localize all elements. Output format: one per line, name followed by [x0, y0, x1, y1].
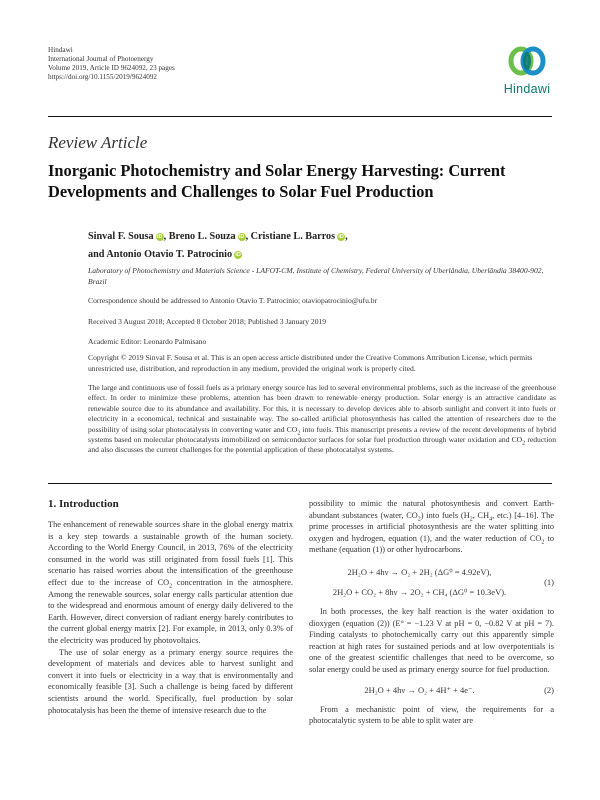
hindawi-logo: [496, 46, 558, 96]
doi-link[interactable]: https://doi.org/10.1155/2019/9624092: [48, 73, 158, 81]
paragraph: The use of solar energy as a primary energy source requires the development of materials and devices able to harvest sunlight and convert it into fuels or electricity in a way that is environmentally and economically feasible [3]. Such a challenge is being faced by different scientists around the world. Specifically, fuel production by solar photocatalysis has been the theme of intensive research due to the: [48, 647, 293, 715]
article-type: Review Article: [48, 133, 148, 152]
paragraph: [48, 519, 293, 647]
subscript: 2: [169, 583, 173, 590]
author-name[interactable]: Sinval F. Sousa: [88, 231, 154, 242]
subscript: 2: [522, 440, 526, 447]
author-separator: ,: [345, 231, 348, 242]
subscript: 2: [297, 430, 301, 437]
orcid-icon[interactable]: iD: [156, 234, 163, 240]
header-divider: [48, 116, 552, 117]
publisher-name: Hindawi: [48, 46, 73, 54]
journal-info: [48, 46, 175, 82]
abstract-text: The large and continuous use of fossil fuels as a primary energy source has led to several environmental problems, such as the increase of the greenhouse effect. In order to minimize these problems, attention has been drawn to renewable energy production. Solar energy is an attractive candidate as renewable source due to its abundance and availability. For this, it is necessary to develop devices able to absorb sunlight and convert it into fuels or electricity in a economical, technical and sustainable way. The so-called artificial photosynthesis has called the attention of researchers due to the possibility of using solar photocatalysts in converting water and CO: [88, 383, 556, 434]
logo-text: Hindawi: [503, 82, 551, 96]
academic-editor: Academic Editor: Leonardo Palmisano: [88, 337, 207, 346]
author-name[interactable]: Antonio Otavio T. Patrocinio: [106, 249, 233, 260]
author-separator: ,: [245, 231, 251, 242]
author-and: and: [88, 249, 107, 260]
paragraph-text: , etc.) [4–16]. The prime processes in artificial photosynthesis are the water splitting into oxygen and hydrogen, equation (1), and the water reduction of CO: [309, 510, 555, 543]
author-name[interactable]: Cristiane L. Barros: [250, 231, 336, 242]
equation-line: 2H₂O + CO₂ + 8hν → 2O₂ + CH₄ (ΔG⁰ = 10.3eV).: [332, 586, 507, 597]
subscript: 2: [469, 516, 473, 523]
abstract-divider: [48, 483, 552, 484]
section-heading: 1. Introduction: [48, 498, 119, 510]
article-dates: Received 3 August 2018; Accepted 8 October 2018; Published 3 January 2019: [88, 317, 327, 326]
paragraph-text: , CH: [472, 510, 490, 520]
author-list: [88, 228, 558, 264]
paragraph-text: The enhancement of renewable sources share in the global energy matrix is a key step towards a sustainable growth of the human society. According to the World Energy Council, in 2013, 76% of the electricity consumed in the world was still originated from fossil fuels [1]. This scenario has raised worries about the intensification of the greenhouse effect due to the increase of CO: [48, 520, 293, 587]
right-column: [309, 498, 554, 727]
orcid-icon[interactable]: iD: [235, 252, 241, 258]
subscript: 2: [541, 539, 545, 546]
paragraph-text: to methane (equation (1)) or other hydrocarbons.: [309, 533, 555, 555]
paragraph-text: ) into fuels (H: [420, 510, 470, 520]
subscript: 2: [417, 516, 421, 523]
article-title: Inorganic Photochemistry and Solar Energy Harvesting: Current Developments and Challenges to Solar Fuel Production: [48, 161, 506, 201]
correspondence: Correspondence should be addressed to Antonio Otavio T. Patrocinio; otaviopatrocinio@ufu.br: [88, 296, 378, 305]
copyright: Copyright © 2019 Sinval F. Sousa et al. This is an open access article distributed under the Creative Commons Attribution License, which permits unrestricted use, distribution, and reproduction in any medium, provided the original work is properly cited.: [88, 353, 533, 373]
equation-1: [309, 564, 554, 580]
paragraph-text: concentration in the atmosphere. Among the renewable sources, solar energy calls particular attention due to the widespread and enormous amount of energy daily delivered to the Earth. However, direct conversion of radiant energy barely contributes to the current global energy matrix [2]. For example, in 2013, only 0.3% of the electricity was produced by photovoltaics.: [48, 577, 293, 645]
abstract-text: into fuels. This manuscript presents a review of the recent developments of hybrid systems based on molecular photocatalysts immobilized on semiconductor surfaces for solar fuel production through water oxidation and CO: [88, 424, 557, 445]
equation-line: 2H₂O + 4hν → O₂ + 2H₂ (ΔG⁰ = 4.92eV),: [347, 566, 492, 577]
author-name[interactable]: Breno L. Souza: [168, 231, 236, 242]
paragraph: [309, 498, 554, 556]
equation-1b: [309, 576, 554, 600]
subscript: 4: [489, 516, 493, 523]
equation-2: [309, 682, 554, 698]
abstract-text: reduction and also discusses the current challenges for the potential application of these photocatalyst systems.: [88, 435, 557, 455]
hindawi-logo-icon: [507, 46, 547, 80]
equation-number: (2): [544, 684, 554, 695]
abstract: [88, 383, 556, 456]
equation-line: 2H₂O + 4hν → O₂ + 4H⁺ + 4e⁻.: [364, 684, 475, 695]
author-separator: ,: [163, 231, 169, 242]
orcid-icon[interactable]: iD: [238, 234, 245, 240]
orcid-icon[interactable]: iD: [338, 234, 344, 240]
paragraph-text: possibility to mimic the natural photosynthesis and convert Earth-abundant substances (water, CO: [309, 499, 554, 520]
volume-info: Volume 2019, Article ID 9624092, 23 pages: [48, 64, 175, 72]
paragraph: From a mechanistic point of view, the requirements for a photocatalytic system to be able to split water are: [309, 704, 554, 726]
paragraph: In both processes, the key half reaction is the water oxidation to dioxygen (equation (2)) (E° = −1.23 V at pH = 0, −0.82 V at pH = 7). Finding catalysts to photochemically carry out this apparently simple reaction at high rates for sustained periods and at low overpotentials is one of the greatest scientific challenges that need to be overcome, so solar energy could be used as primary energy source for fuel production.: [309, 606, 554, 674]
equation-number: (1): [544, 576, 554, 587]
left-column: [48, 519, 293, 716]
journal-name: International Journal of Photoenergy: [48, 55, 154, 63]
affiliation: Laboratory of Photochemistry and Materials Science - LAFOT-CM, Institute of Chemistry, Federal University of Uberlândia, Uberlândia 38400-902, Brazil: [88, 266, 544, 286]
